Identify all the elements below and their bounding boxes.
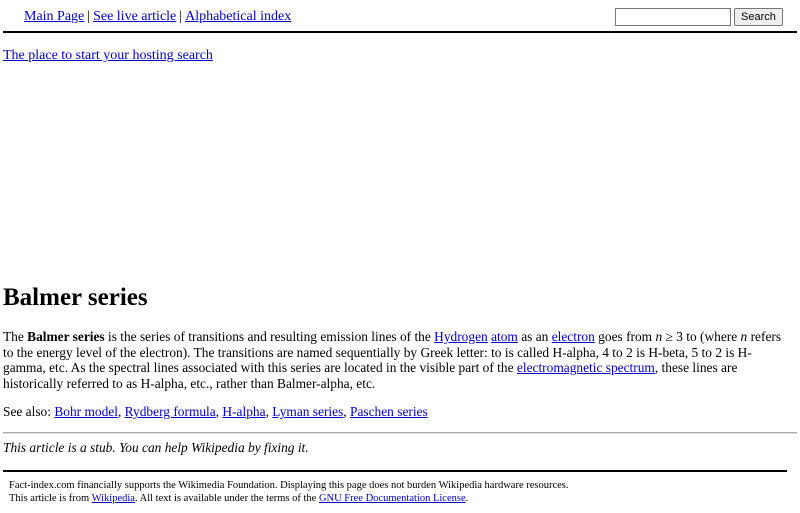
stub-divider [3, 432, 797, 434]
main-page-link[interactable]: Main Page [24, 9, 85, 24]
separator: , [117, 404, 125, 419]
text: goes from [594, 329, 656, 344]
gfdl-link[interactable]: GNU Free Documentation License [318, 493, 466, 504]
text: as an [517, 329, 552, 344]
see-also-link-lyman-series[interactable]: Lyman series [272, 404, 344, 419]
footer-divider [3, 470, 787, 472]
see-also-label: See also: [3, 404, 55, 419]
nav-separator: | [179, 9, 183, 24]
variable-n: n [655, 329, 663, 344]
see-also-link-rydberg-formula[interactable]: Rydberg formula [124, 404, 216, 419]
see-also-link-h-alpha[interactable]: H-alpha [222, 404, 266, 419]
text: refers to the energy level of the electron). The transitions are named sequentially by Greek letter: to is called H-alpha, 4 to 2 is H-beta, 5 to 2 is H-gamma, etc. As the spectral lines associated with this series are located in the visible part of the [3, 329, 782, 376]
atom-link[interactable]: atom [491, 329, 518, 344]
electron-link[interactable]: electron [551, 329, 595, 344]
article-title: Balmer series [3, 284, 148, 311]
text: The [3, 329, 28, 344]
search-button[interactable]: Search [734, 8, 783, 26]
footer [9, 479, 569, 505]
separator: , [343, 404, 350, 419]
search-form [615, 8, 783, 26]
see-also [3, 404, 793, 420]
text: This article is from [9, 493, 92, 504]
search-input[interactable] [615, 8, 731, 26]
alphabetical-index-link[interactable]: Alphabetical index [185, 9, 292, 24]
top-navigation [24, 9, 291, 25]
article-paragraph [3, 329, 793, 391]
separator: , [265, 404, 273, 419]
text: . All text is available under the terms of the [134, 493, 319, 504]
text: . [465, 493, 469, 504]
see-live-article-link[interactable]: See live article [93, 9, 177, 24]
see-also-link-paschen-series[interactable]: Paschen series [350, 404, 428, 419]
separator: , [215, 404, 223, 419]
bold-term: Balmer series [27, 329, 105, 344]
variable-n: n [740, 329, 748, 344]
text: is the series of transitions and resulting emission lines of the [104, 329, 435, 344]
footer-line-2 [9, 492, 569, 505]
hosting-promo-link[interactable]: The place to start your hosting search [3, 48, 213, 63]
stub-notice: This article is a stub. You can help Wikipedia by fixing it. [3, 440, 309, 455]
footer-line-1: Fact-index.com financially supports the Wikimedia Foundation. Displaying this page does not burden Wikipedia hardware resources. [9, 480, 569, 491]
text: , these lines are historically referred to as H-alpha, etc., rather than Balmer-alpha, etc. [3, 360, 738, 391]
header-divider [3, 31, 797, 33]
see-also-link-bohr-model[interactable]: Bohr model [54, 404, 118, 419]
nav-separator: | [87, 9, 91, 24]
electromagnetic-spectrum-link[interactable]: electromagnetic spectrum [516, 360, 655, 376]
wikipedia-link[interactable]: Wikipedia [91, 493, 135, 504]
text: ≥ 3 to (where [662, 329, 741, 344]
hydrogen-link[interactable]: Hydrogen [434, 329, 488, 344]
